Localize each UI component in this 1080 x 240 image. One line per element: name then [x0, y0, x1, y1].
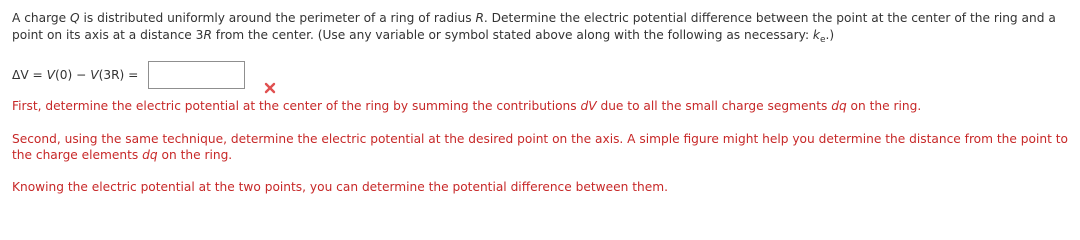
- answer-row: [12, 61, 245, 89]
- feedback-hint-1: [12, 98, 1074, 114]
- answer-label-part: (3R) =: [98, 68, 143, 82]
- feedback-text-part: due to all the small charge segments: [596, 99, 832, 113]
- charge-symbol: Q: [70, 11, 80, 25]
- coulomb-constant-subscript: e: [819, 35, 826, 45]
- coulomb-constant-symbol: k: [812, 28, 820, 42]
- potential-symbol: V: [46, 68, 55, 82]
- dv-symbol: dV: [580, 99, 597, 113]
- feedback-text-part: Second, using the same technique, determine the electric potential at the desired point on the axis. A simple figure might help you determine the distance from the point to the charge elements: [12, 132, 1068, 162]
- dq-symbol: dq: [831, 99, 847, 113]
- question-text-part: A charge: [12, 11, 71, 25]
- feedback-hint-3: [12, 179, 1074, 195]
- question-text-part: from the center. (Use any variable or symbol stated above along with the following as necessary:: [211, 28, 813, 42]
- question-text: [12, 10, 1074, 44]
- potential-symbol: V: [90, 68, 99, 82]
- question-text-part: . Determine the electric potential difference between the point at the center of the ring and a point on its axis at a distance 3: [12, 11, 1056, 42]
- answer-label-part: (0) −: [54, 68, 91, 82]
- question-text-part: .): [825, 28, 835, 42]
- feedback-hint-2: [12, 131, 1074, 163]
- feedback-text-part: Knowing the electric potential at the two points, you can determine the potential difference between them.: [12, 180, 668, 194]
- feedback-text-part: on the ring.: [157, 148, 233, 162]
- answer-label-part: ΔV =: [12, 68, 47, 82]
- answer-label: [12, 68, 142, 82]
- dq-symbol: dq: [142, 148, 158, 162]
- radius-symbol: R: [475, 11, 484, 25]
- wrong-x-icon: [264, 82, 276, 94]
- answer-input[interactable]: [148, 61, 245, 89]
- radius-symbol: R: [203, 28, 212, 42]
- feedback-text-part: First, determine the electric potential at the center of the ring by summing the contributions: [12, 99, 581, 113]
- question-text-part: is distributed uniformly around the perimeter of a ring of radius: [79, 11, 476, 25]
- feedback-text-part: on the ring.: [846, 99, 922, 113]
